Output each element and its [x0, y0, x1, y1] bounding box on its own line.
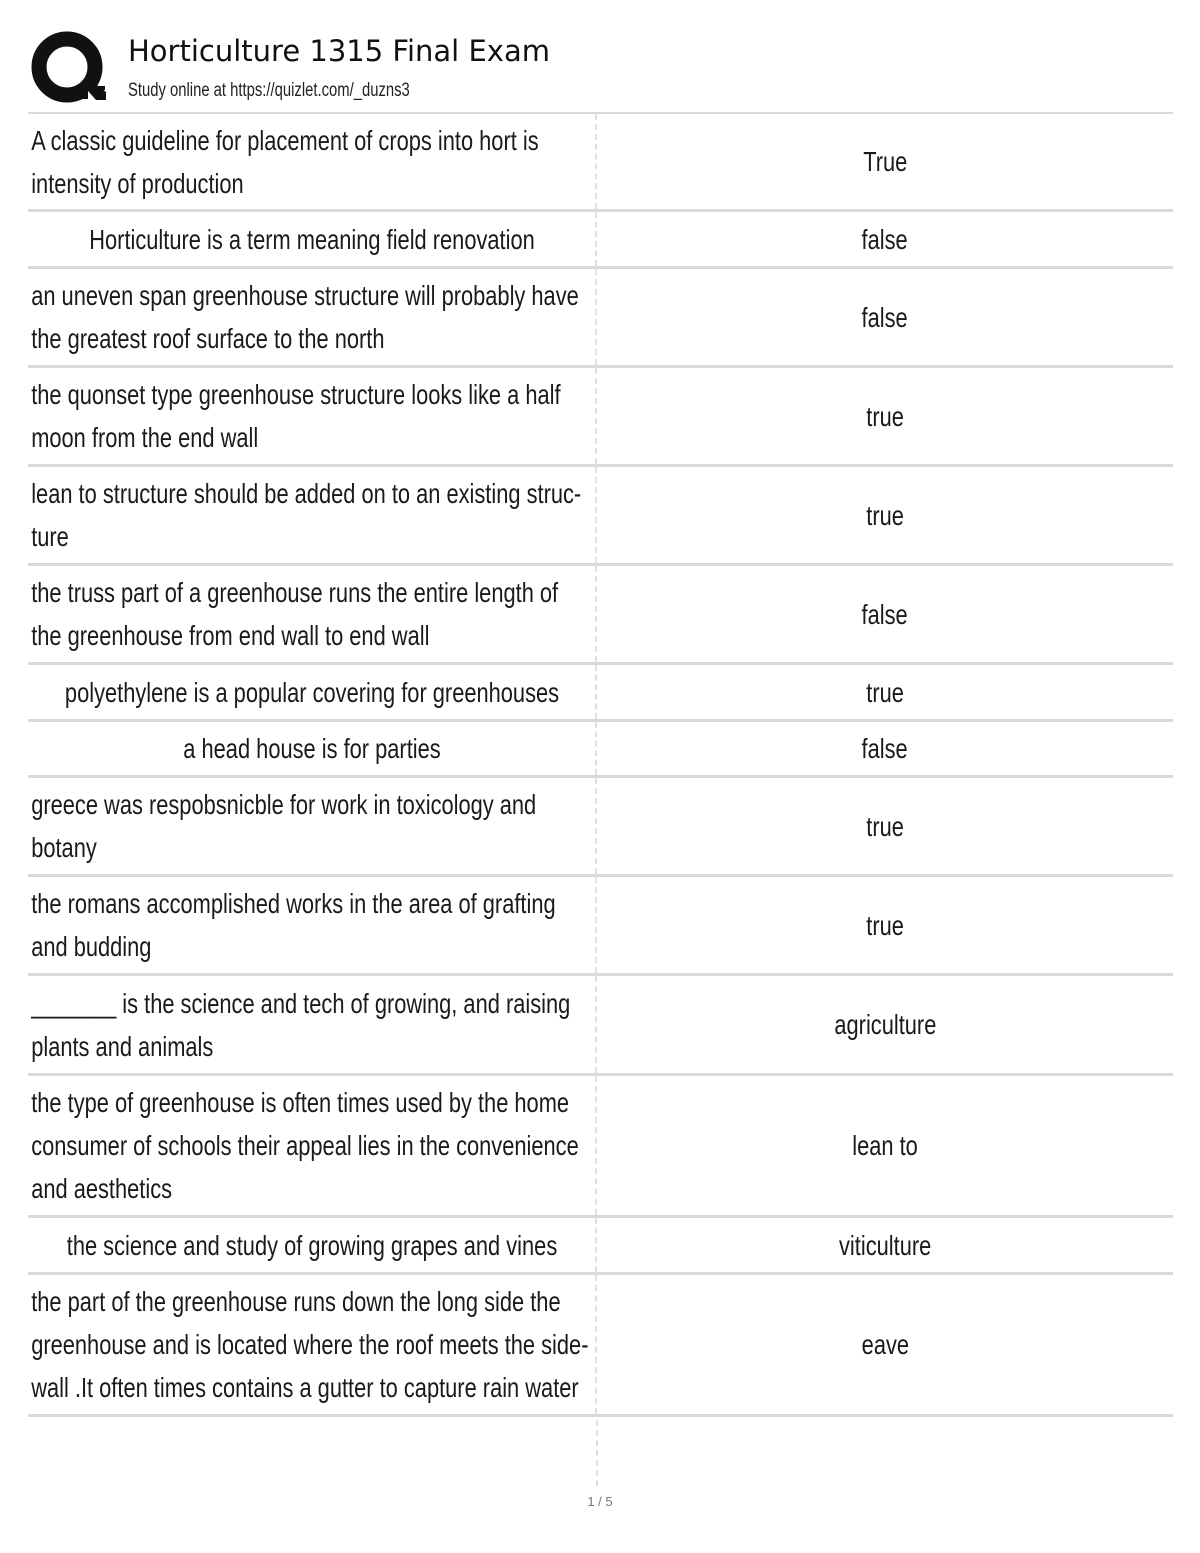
flashcard-row	[28, 1275, 1173, 1417]
term-cell	[28, 976, 597, 1073]
definition-cell	[597, 976, 1173, 1073]
definition-cell	[597, 665, 1173, 719]
definition-cell	[597, 722, 1173, 775]
definition-text: true	[866, 499, 904, 531]
definition-text: agriculture	[834, 1009, 936, 1040]
term-text: _______ is the science and tech of growing, and raising plants and animals	[30, 987, 570, 1062]
term-cell	[28, 722, 597, 775]
flashcard-row	[28, 1218, 1173, 1275]
term-cell	[28, 269, 597, 365]
definition-text: false	[861, 598, 909, 630]
term-text: the quonset type greenhouse structure looks like a half moon from the end wall	[30, 379, 561, 453]
definition-text: true	[866, 909, 904, 941]
flashcard-row	[28, 976, 1173, 1076]
term-cell	[28, 1076, 597, 1215]
flashcard-row	[28, 877, 1173, 976]
term-text: the part of the greenhouse runs down the long side the greenhouse and is located where the roof meets the side-wall .It often times contains a gutter to capture rain water	[30, 1286, 588, 1403]
page-number: 1 / 5	[587, 1494, 613, 1509]
flashcard-row	[28, 566, 1173, 665]
term-text: the truss part of a greenhouse runs the entire length of the greenhouse from end wall to end wall	[30, 577, 558, 651]
definition-cell	[597, 566, 1173, 662]
term-cell	[28, 212, 597, 266]
definition-cell	[597, 114, 1173, 209]
definition-text: true	[866, 400, 904, 432]
flashcard-row	[28, 114, 1173, 212]
flashcard-row	[28, 1076, 1173, 1218]
page-header	[30, 30, 1170, 110]
definition-cell	[597, 1076, 1173, 1215]
definition-text: true	[866, 810, 904, 842]
definition-cell	[597, 778, 1173, 874]
term-cell	[28, 467, 597, 563]
quizlet-logo-icon	[30, 30, 108, 108]
term-cell	[28, 566, 597, 662]
term-cell	[28, 114, 597, 209]
term-text: an uneven span greenhouse structure will probably have the greatest roof surface to the north	[30, 280, 579, 354]
term-cell	[28, 778, 597, 874]
flashcard-row	[28, 665, 1173, 722]
flashcard-row	[28, 778, 1173, 877]
study-online-link[interactable]: Study online at https://quizlet.com/_duzns3	[128, 80, 410, 101]
term-text: lean to structure should be added on to an existing struc-ture	[30, 478, 581, 552]
term-text: A classic guideline for placement of crops into hort is intensity of production	[30, 124, 539, 199]
column-divider	[596, 1420, 598, 1486]
definition-text: lean to	[852, 1130, 918, 1161]
term-text: the romans accomplished works in the area of grafting and budding	[30, 888, 556, 962]
definition-cell	[597, 877, 1173, 973]
definition-cell	[597, 368, 1173, 464]
term-text: Horticulture is a term meaning field renovation	[88, 223, 535, 255]
definition-text: viticulture	[838, 1229, 932, 1261]
page-title: Horticulture 1315 Final Exam	[128, 34, 550, 68]
definition-text: eave	[861, 1329, 909, 1360]
flashcard-row	[28, 467, 1173, 566]
term-cell	[28, 877, 597, 973]
definition-cell	[597, 1218, 1173, 1272]
definition-text: false	[861, 223, 909, 255]
term-cell	[28, 665, 597, 719]
flashcard-list	[28, 112, 1173, 1417]
term-text: the science and study of growing grapes and vines	[66, 1229, 557, 1261]
definition-cell	[597, 1275, 1173, 1414]
term-text: a head house is for parties	[182, 733, 441, 764]
definition-cell	[597, 212, 1173, 266]
definition-text: true	[866, 676, 904, 708]
term-cell	[28, 1218, 597, 1272]
flashcard-row	[28, 368, 1173, 467]
definition-text: True	[862, 146, 908, 177]
definition-text: false	[861, 301, 909, 333]
flashcard-row	[28, 212, 1173, 269]
term-text: polyethylene is a popular covering for greenhouses	[64, 676, 559, 708]
term-text: greece was respobsnicble for work in toxicology and botany	[30, 789, 536, 863]
definition-cell	[597, 467, 1173, 563]
definition-text: false	[861, 733, 909, 764]
flashcard-row	[28, 722, 1173, 778]
term-cell	[28, 368, 597, 464]
term-cell	[28, 1275, 597, 1414]
flashcard-row	[28, 269, 1173, 368]
definition-cell	[597, 269, 1173, 365]
term-text: the type of greenhouse is often times used by the home consumer of schools their appeal lies in the convenience and aesthetics	[30, 1087, 579, 1204]
